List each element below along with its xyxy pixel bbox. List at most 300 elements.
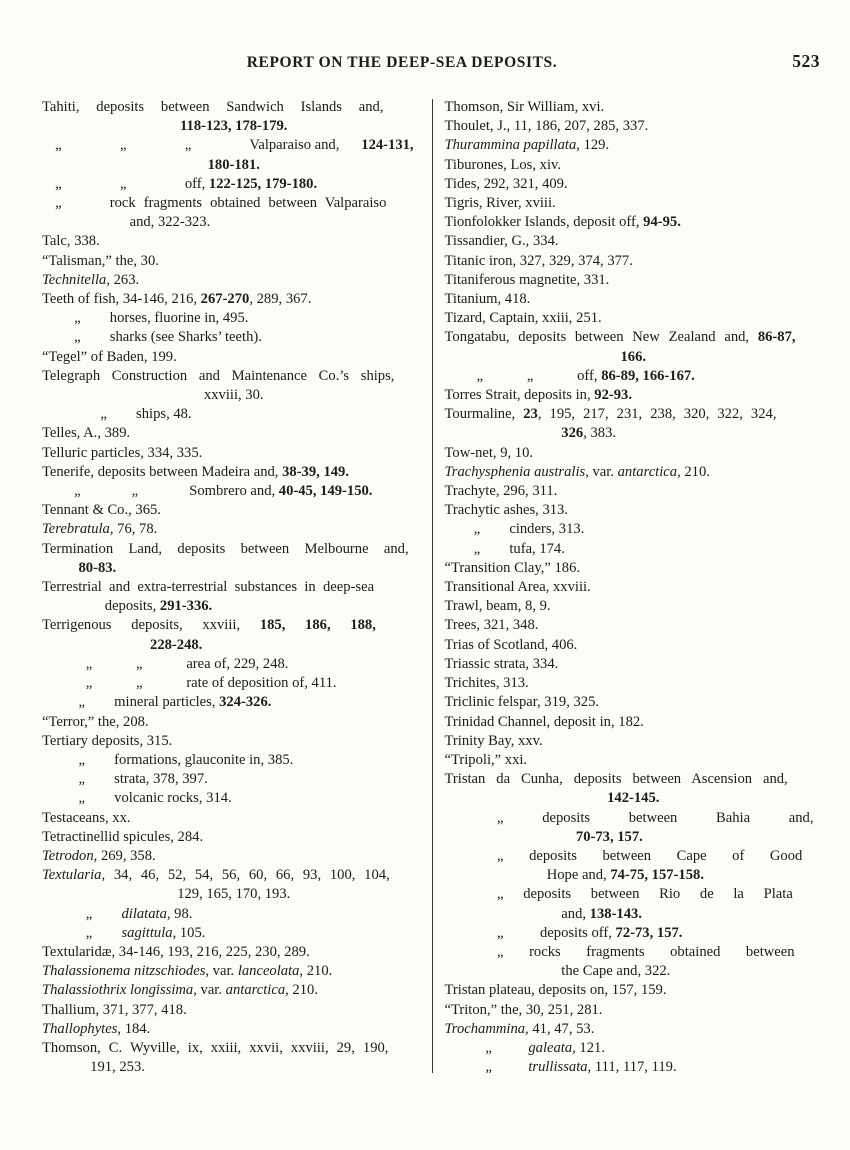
text-run: antarctica [225, 982, 286, 999]
index-entry [445, 674, 823, 693]
index-entry-line [42, 156, 426, 175]
text-run: Tizard, Captain, xxiii, 251. [444, 310, 602, 327]
index-entry-line [445, 290, 823, 309]
index-entry [42, 713, 426, 732]
index-entry [445, 713, 823, 732]
text-run: , var. [193, 982, 226, 999]
index-column-right [433, 98, 823, 1077]
text-run: Tiburones, Los, xiv. [444, 156, 561, 173]
index-entry-line [445, 828, 823, 847]
text-run: Triassic strata, 334. [444, 655, 559, 672]
index-entry-line [445, 1058, 823, 1077]
text-run: 86-89, 166-167. [601, 367, 695, 384]
text-run: Thallophytes [42, 1020, 118, 1037]
index-entry [445, 367, 823, 386]
index-entry [42, 175, 426, 194]
text-run: Trias of Scotland, 406. [444, 636, 578, 653]
index-entry [445, 175, 823, 194]
index-entry-line [445, 405, 823, 424]
index-entry-line [42, 616, 426, 635]
index-entry [42, 981, 426, 1000]
index-entry [445, 444, 823, 463]
text-run: „ [85, 924, 122, 941]
text-run: Titanic iron, 327, 329, 374, 377. [444, 252, 633, 269]
index-entry [42, 136, 426, 174]
text-run: „ strata, 378, 397. [78, 771, 208, 788]
text-run: , 34, 46, 52, 54, 56, 60, 66, 93, 100, 104, [101, 867, 390, 884]
index-entry [42, 194, 426, 232]
index-entry-line [445, 232, 823, 251]
index-entry [42, 674, 426, 693]
text-run: „ „ off, [55, 175, 209, 192]
index-entry [445, 1058, 823, 1077]
index-entry [445, 1039, 823, 1058]
index-entry-line [42, 732, 426, 751]
text-run: 180-181. [207, 156, 260, 173]
index-entry [42, 828, 426, 847]
text-run: Textularia [42, 867, 102, 884]
index-entry-line [445, 501, 823, 520]
text-run: „ „ area of, 229, 248. [85, 655, 289, 672]
index-entry [42, 693, 426, 712]
text-run: Tristan plateau, deposits on, 157, 159. [444, 982, 667, 999]
index-entry-line [445, 194, 823, 213]
text-run: Trawl, beam, 8, 9. [444, 598, 551, 615]
text-run: „ rock fragments obtained between Valparaiso [55, 195, 387, 212]
index-entry-line [42, 636, 426, 655]
index-entry-line [445, 559, 823, 578]
text-run: Trachytic ashes, 313. [444, 502, 568, 519]
text-run: 166. [620, 348, 647, 365]
text-run: Trachysphenia australis [444, 463, 586, 480]
index-entry [445, 405, 823, 443]
text-run: Tionfolokker Islands, deposit off, [444, 214, 644, 231]
text-run: “Tripoli,” xxi. [444, 751, 528, 768]
index-entry-line [445, 156, 823, 175]
text-run: 185, 186, 188, [259, 617, 376, 634]
text-run: 324-326. [219, 694, 272, 711]
text-run: galeata [528, 1039, 573, 1056]
index-entry-line [445, 444, 823, 463]
index-entry-line [445, 367, 823, 386]
text-run: „ „ rate of deposition of, 411. [85, 675, 337, 692]
index-entry-line [445, 520, 823, 539]
index-entry-line [42, 597, 426, 616]
text-run: 92-93. [594, 387, 632, 404]
index-entry-line [42, 117, 426, 136]
index-entry [445, 328, 823, 366]
text-run: 74-75, 157-158. [610, 867, 704, 884]
index-entry [42, 655, 426, 674]
text-run: „ [485, 1039, 529, 1056]
text-run: Trochammina [444, 1020, 526, 1037]
index-entry-line [445, 866, 823, 885]
index-entry-line [42, 501, 426, 520]
text-run: Thomson, C. Wyville, ix, xxiii, xxvii, xxviii, 29, 190, [42, 1039, 389, 1056]
index-entry [445, 770, 823, 808]
index-entry [445, 1001, 823, 1020]
index-entry-line [445, 463, 823, 482]
index-entry [445, 232, 823, 251]
text-run: , 111, 117, 119. [587, 1059, 677, 1076]
index-column-left [42, 98, 432, 1077]
text-run: 267-270 [200, 291, 250, 308]
index-entry-line [42, 309, 426, 328]
index-entry [445, 194, 823, 213]
index-entry-line [445, 1039, 823, 1058]
index-entry-line [42, 655, 426, 674]
index-entry [445, 559, 823, 578]
index-entry [42, 809, 426, 828]
index-entry-line [445, 309, 823, 328]
text-run: Thurammina papillata [444, 137, 577, 154]
index-entry-line [42, 328, 426, 347]
text-run: , 269, 358. [93, 847, 156, 864]
index-entry-line [42, 809, 426, 828]
index-entry-line [42, 751, 426, 770]
index-entry-line [42, 693, 426, 712]
index-entry [42, 732, 426, 751]
index-entry [42, 905, 426, 924]
text-run: Talc, 338. [42, 233, 100, 250]
text-run: Titaniferous magnetite, 331. [444, 271, 610, 288]
index-entry [42, 444, 426, 463]
index-entry [445, 386, 823, 405]
index-entry-line [445, 424, 823, 443]
index-entry-line [445, 1001, 823, 1020]
index-entry [445, 924, 823, 943]
text-run: Thalassiothrix longissima [42, 982, 194, 999]
index-entry-line [42, 770, 426, 789]
index-entry-line [445, 636, 823, 655]
index-entry [42, 348, 426, 367]
index-entry [445, 597, 823, 616]
text-run: , 210. [285, 982, 318, 999]
text-run: “Tegel” of Baden, 199. [42, 348, 177, 365]
text-run: „ deposits between Rio de la Plata [497, 886, 793, 903]
text-run: Trinidad Channel, deposit in, 182. [444, 713, 644, 730]
text-run: Tertiary deposits, 315. [42, 732, 173, 749]
index-entry [42, 367, 426, 405]
index-entry [42, 578, 426, 616]
text-run: Tigris, River, xviii. [444, 195, 556, 212]
index-entry-line [42, 444, 426, 463]
text-run: Tetractinellid spicules, 284. [42, 828, 204, 845]
index-entry [42, 789, 426, 808]
text-run: 138-143. [589, 905, 642, 922]
index-entry-line [42, 367, 426, 386]
text-run: Terebratula [42, 521, 110, 538]
index-entry [445, 578, 823, 597]
index-entry-line [42, 194, 426, 213]
index-entry [445, 501, 823, 520]
index-entry [42, 866, 426, 904]
index-entry-line [445, 713, 823, 732]
text-run: „ „ Sombrero and, [74, 483, 279, 500]
index-entry [445, 636, 823, 655]
text-run: , 98. [166, 905, 193, 922]
text-run: , 41, 47, 53. [525, 1020, 595, 1037]
text-run: Triclinic felspar, 319, 325. [444, 694, 600, 711]
index-entry-line [445, 98, 823, 117]
index-entry-line [42, 847, 426, 866]
index-entry [42, 751, 426, 770]
index-entry-line [445, 674, 823, 693]
index-entry-line [42, 924, 426, 943]
index-entry [42, 943, 426, 962]
index-entry [42, 424, 426, 443]
index-entry-line [42, 1039, 426, 1058]
text-run: „ mineral particles, [78, 694, 220, 711]
index-entry [42, 328, 426, 347]
text-run: „ horses, fluorine in, 495. [74, 310, 249, 327]
text-run: , 129. [576, 137, 610, 154]
text-run: 23 [523, 406, 538, 423]
text-run: , 210. [299, 963, 333, 980]
index-entry [445, 98, 823, 117]
text-run: “Terror,” the, 208. [42, 713, 149, 730]
text-run: 122-125, 179-180. [208, 175, 318, 192]
text-run: dilatata [121, 905, 167, 922]
text-run: „ [485, 1059, 529, 1076]
index-entry [42, 309, 426, 328]
text-run: „ „ off, [476, 367, 602, 384]
index-entry-line [445, 751, 823, 770]
text-run: 118-123, 178-179. [180, 118, 288, 135]
text-run: Trinity Bay, xxv. [444, 732, 543, 749]
index-entry-line [445, 386, 823, 405]
index-entry [42, 1039, 426, 1077]
index-entry-line [445, 348, 823, 367]
text-run: 94-95. [643, 214, 681, 231]
index-entry-line [42, 713, 426, 732]
text-run: , 210. [677, 463, 710, 480]
index-entry-line [42, 405, 426, 424]
index-entry-line [445, 1020, 823, 1039]
text-run: antarctica [617, 463, 678, 480]
text-run: Tetrodon [42, 847, 94, 864]
index-entry-line [42, 789, 426, 808]
index-entry [42, 540, 426, 578]
text-run: 228-248. [150, 636, 203, 653]
index-entry-line [445, 213, 823, 232]
index-entry [445, 1020, 823, 1039]
index-entry-line [42, 232, 426, 251]
index-entry [42, 271, 426, 290]
index-entry [445, 847, 823, 885]
index-entry-line [42, 828, 426, 847]
index-entry [445, 540, 823, 559]
text-run: 129, 165, 170, 193. [177, 886, 291, 903]
text-run: Torres Strait, deposits in, [444, 387, 595, 404]
index-entry-line [42, 962, 426, 981]
text-run: „ [85, 905, 122, 922]
index-entry [42, 847, 426, 866]
text-run: Titanium, 418. [444, 291, 531, 308]
index-columns [42, 98, 822, 1077]
text-run: and, 322-323. [129, 214, 211, 231]
text-run: 72-73, 157. [615, 924, 683, 941]
index-entry-line [445, 578, 823, 597]
index-entry-line [445, 616, 823, 635]
text-run: Hope and, [546, 867, 611, 884]
text-run: Tenerife, deposits between Madeira and, [42, 463, 283, 480]
index-entry [445, 213, 823, 232]
index-entry [445, 809, 823, 847]
text-run: trullissata [528, 1059, 588, 1076]
index-entry [445, 981, 823, 1000]
index-entry-line [445, 271, 823, 290]
index-entry [445, 463, 823, 482]
index-entry [42, 463, 426, 482]
text-run: xxviii, 30. [203, 387, 264, 404]
index-entry-line [42, 885, 426, 904]
index-entry-line [445, 252, 823, 271]
text-run: Termination Land, deposits between Melbourne and, [42, 540, 409, 557]
index-entry-line [445, 540, 823, 559]
index-entry [445, 751, 823, 770]
text-run: lanceolata [237, 963, 300, 980]
index-entry-line [42, 98, 426, 117]
text-run: Telluric particles, 334, 335. [42, 444, 203, 461]
index-entry [42, 252, 426, 271]
text-run: 86-87, [757, 329, 796, 346]
index-entry [445, 732, 823, 751]
index-entry-line [445, 962, 823, 981]
text-run: Transitional Area, xxviii. [444, 579, 591, 596]
index-entry-line [445, 943, 823, 962]
index-entry [445, 693, 823, 712]
text-run: Thallium, 371, 377, 418. [42, 1001, 187, 1018]
index-entry [445, 616, 823, 635]
index-entry-line [42, 424, 426, 443]
text-run: , 121. [572, 1039, 605, 1056]
text-run: Trachyte, 296, 311. [444, 483, 558, 500]
text-run: 142-145. [607, 790, 660, 807]
index-entry-line [445, 905, 823, 924]
text-run: Trichites, 313. [444, 675, 529, 692]
text-run: 70-73, 157. [575, 828, 643, 845]
index-entry-line [445, 175, 823, 194]
index-entry-line [42, 463, 426, 482]
index-entry-line [445, 117, 823, 136]
index-entry-line [445, 732, 823, 751]
text-run: Technitella [42, 271, 107, 288]
index-entry-line [42, 482, 426, 501]
text-run: „ rocks fragments obtained between [497, 943, 795, 960]
index-entry [445, 885, 823, 923]
index-entry [445, 271, 823, 290]
index-entry [445, 156, 823, 175]
text-run: „ „ „ Valparaiso and, [55, 137, 362, 154]
index-entry [445, 482, 823, 501]
text-run: Thalassionema nitzschiodes [42, 963, 206, 980]
text-run: Tides, 292, 321, 409. [444, 175, 568, 192]
index-entry-line [42, 674, 426, 693]
text-run: Thoulet, J., 11, 186, 207, 285, 337. [444, 118, 649, 135]
index-entry-line [445, 924, 823, 943]
index-entry [42, 405, 426, 424]
index-entry [42, 924, 426, 943]
index-entry [42, 1020, 426, 1039]
text-run: Telles, A., 389. [42, 425, 131, 442]
text-run: , 184. [117, 1020, 151, 1037]
text-run: Terrestrial and extra-terrestrial substances in deep-sea [42, 579, 375, 596]
text-run: Trees, 321, 348. [444, 617, 539, 634]
text-run: „ formations, glauconite in, 385. [78, 751, 294, 768]
index-entry [445, 290, 823, 309]
running-title: REPORT ON THE DEEP-SEA DEPOSITS. [246, 54, 558, 71]
text-run: 326 [561, 425, 584, 442]
index-entry-line [42, 520, 426, 539]
text-run: , 195, 217, 231, 238, 320, 322, 324, [537, 406, 777, 423]
index-entry [42, 520, 426, 539]
text-run: “Triton,” the, 30, 251, 281. [444, 1001, 603, 1018]
index-entry-line [445, 693, 823, 712]
text-run: , var. [585, 463, 618, 480]
text-run: Tennant & Co., 365. [42, 502, 161, 519]
index-entry-line [42, 559, 426, 578]
index-entry [42, 770, 426, 789]
index-entry-line [42, 981, 426, 1000]
index-entry-line [445, 789, 823, 808]
index-entry-line [445, 981, 823, 1000]
text-run: Testaceans, xx. [42, 809, 131, 826]
text-run: „ volcanic rocks, 314. [78, 790, 232, 807]
index-entry-line [445, 809, 823, 828]
index-entry-line [445, 328, 823, 347]
index-entry-line [42, 905, 426, 924]
text-run: „ deposits between Bahia and, [497, 809, 814, 826]
text-run: “Transition Clay,” 186. [444, 559, 581, 576]
index-entry [445, 520, 823, 539]
text-run: Tow-net, 9, 10. [444, 444, 534, 461]
text-run: 124-131, [361, 137, 414, 154]
index-entry-line [445, 655, 823, 674]
index-entry-line [445, 770, 823, 789]
text-run: “Talisman,” the, 30. [42, 252, 159, 269]
text-run: Tongatabu, deposits between New Zealand and, [444, 329, 758, 346]
index-entry-line [42, 1001, 426, 1020]
text-run: and, [561, 905, 590, 922]
index-entry-line [42, 1020, 426, 1039]
index-entry [445, 252, 823, 271]
text-run: Tourmaline, [444, 406, 524, 423]
index-entry [42, 962, 426, 981]
index-entry-line [445, 136, 823, 155]
text-run: „ ships, 48. [100, 406, 192, 423]
text-run: the Cape and, 322. [561, 963, 671, 980]
index-entry-line [42, 175, 426, 194]
text-run: , 289, 367. [249, 291, 312, 308]
page-number: 523 [792, 51, 820, 71]
index-entry [42, 290, 426, 309]
text-run: „ deposits off, [497, 924, 616, 941]
index-entry [445, 117, 823, 136]
text-run: „ tufa, 174. [473, 540, 565, 557]
text-run: , var. [205, 963, 238, 980]
index-entry [445, 943, 823, 981]
text-run: 291-336. [159, 598, 213, 615]
text-run: 191, 253. [90, 1059, 145, 1076]
index-entry [445, 309, 823, 328]
text-run: Teeth of fish, 34-146, 216, [42, 291, 201, 308]
index-entry [445, 136, 823, 155]
index-entry-line [42, 271, 426, 290]
index-entry [42, 1001, 426, 1020]
text-run: Thomson, Sir William, xvi. [444, 99, 605, 115]
text-run: Tahiti, deposits between Sandwich Islands and, [42, 99, 384, 115]
